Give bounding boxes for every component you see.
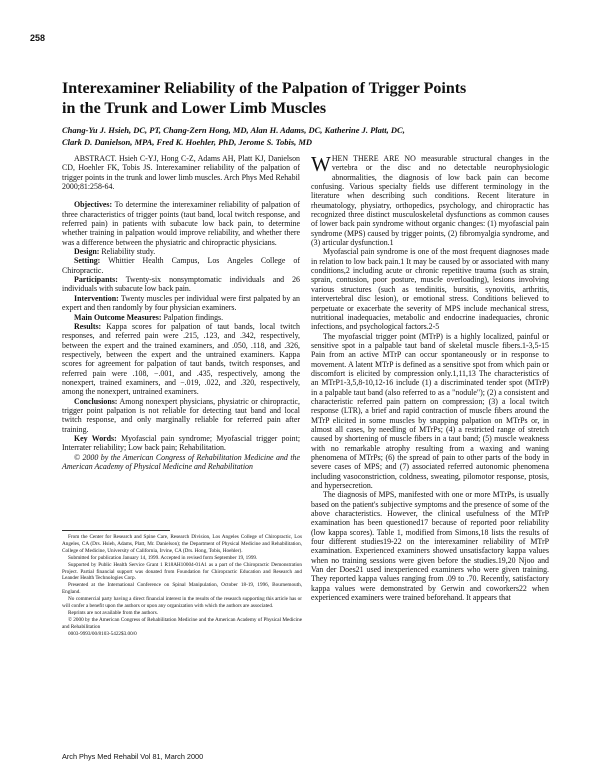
footnotes — [62, 534, 302, 638]
results-text: Kappa scores for palpation of taut bands, local twitch responses, and referred pain were .215, .123, and .342, respectively, between the expert and the trained examiners, and .050, .118, and .326, respectively, between the expert and the untrained examiners. Kappa scores for agreement for palpation of taut bands, twitch responses, and referred pain were .108, −.001, and .435, respectively, among the nonexpert, trained examiners, and −.019, .022, and .320, respectively, among the nonexpert, untrained examiners. — [62, 321, 300, 397]
author-list — [62, 124, 562, 148]
body-column — [311, 154, 549, 603]
authors-line-2: Clark D. Danielson, MPA, Fred K. Hoehler, PhD, Jerome S. Tobis, MD — [62, 137, 313, 147]
setting-paragraph — [62, 256, 300, 275]
objectives-label: Objectives: — [74, 200, 113, 210]
article-title — [62, 79, 562, 119]
title-line-1: Interexaminer Reliability of the Palpation of Trigger Points — [62, 80, 467, 97]
body-paragraph-3: The myofascial trigger point (MTrP) is a highly localized, painful or sensitive spot in a palpable taut band of skeletal muscle fibers.1-3,5-15 Pain from an active MTrP can occur spontaneously or in response to movement. A latent MTrP is defined as a sensitive spot from which pain or discomfort is elicited by compression only.1,11,13 The characteristics of an MTrP1-3,5,8-10,12-16 include (1) a discriminated tender spot (MTrP) in a palpable taut band (also referred to as a "nodule"); (2) a consistent and characteristic referred pain pattern on compression; (3) a local twitch response (LTR), a brief and rapid contraction of muscle fibers around the MTrP elicited in some muscles by snapping palpation on MTrPs or, in almost all cases, by needling of MTrPs; (4) a restricted range of stretch caused by shortening of muscle fibers in a taut band; (5) muscle weakness with no remarkable atrophy resulting from a waxing and waning phenomena of MTrPs; (6) the spread of pain to other parts of the body in severe cases of MPS; and (7) associated referred autonomic phenomena including vasoconstriction, coldness, sweating, pilomotor response, ptosis, and hypersecretion. — [311, 331, 549, 491]
measures-text: Palpation findings. — [161, 312, 224, 322]
setting-label: Setting: — [74, 256, 101, 266]
footnote-conflict: No commercial party having a direct financial interest in the results of the research supporting this article has or will confer a benefit upon the authors or upon any organization with which the authors are associated. — [62, 596, 302, 610]
body-paragraph-2: Myofascial pain syndrome is one of the most frequent diagnoses made in relation to low back pain.1 It may be caused by or associated with many conditions,2 including acute or chronic repetitive trauma (such as strain, sprain, contusion, poor posture, muscle overloading), lesions involving various structures (such as tendinitis, bursitis, synovitis, arthritis, intervertebral disc lesion), or emotional stress. Conditions believed to perpetuate or exacerbate the severity of MPS include mechanical stress, nutritional inadequacies, metabolic and endocrine inadequacies, chronic infections, and psychological factors.2-5 — [311, 247, 549, 332]
keywords-paragraph — [62, 434, 300, 453]
title-line-2: in the Trunk and Lower Limb Muscles — [62, 100, 327, 117]
copyright-notice: © 2000 by the American Congress of Rehabilitation Medicine and the American Academy of Physical Medicine and Rehabilitation — [62, 452, 300, 471]
design-label: Design: — [74, 247, 100, 257]
participants-text: Twenty-six nonsymptomatic individuals and 26 individuals with subacute low back pain. — [62, 275, 300, 294]
objectives-paragraph — [62, 200, 300, 247]
footnote-rule — [62, 530, 170, 531]
footnote-reprints: Reprints are not available from the authors. — [68, 609, 159, 616]
drop-cap: W — [311, 152, 331, 176]
design-text: Reliability study. — [99, 247, 156, 257]
journal-footer: Arch Phys Med Rehabil Vol 81, March 2000 — [62, 752, 204, 761]
intro-small-caps: HEN THERE ARE NO — [331, 154, 416, 163]
measures-label: Main Outcome Measures: — [74, 312, 162, 322]
intervention-text: Twenty muscles per individual were first palpated by an expert and then randomly by four physician examiners. — [62, 293, 300, 313]
participants-paragraph — [62, 275, 300, 294]
abstract-column — [62, 154, 300, 471]
results-paragraph — [62, 322, 300, 397]
keywords-label: Key Words: — [74, 433, 117, 443]
abstract-citation: ABSTRACT. Hsieh C-YJ, Hong C-Z, Adams AH, Platt KJ, Danielson CD, Hoehler FK, Tobis JS. Interexaminer reliability of the palpation of trigger points in the trunk and lower limb muscles. Arch Phys Med Rehabil 2000;81:258-64. — [62, 154, 300, 192]
footnote-presented: Presented at the International Conference on Spinal Manipulation, October 18-19, 1996, Bournemouth, England. — [62, 582, 302, 596]
conclusions-paragraph — [62, 397, 300, 434]
footnote-code: 0003-9993/00/8103-5422$3.00/0 — [68, 630, 137, 637]
keywords-text: Myofascial pain syndrome; Myofascial trigger point; Interrater reliability; Low back pain; Rehabilitation. — [62, 433, 301, 453]
body-paragraph-1 — [311, 154, 549, 247]
setting-text: Whittier Health Campus, Los Angeles College of Chiropractic. — [62, 256, 300, 275]
authors-line-1: Chang-Yu J. Hsieh, DC, PT, Chang-Zern Hong, MD, Alan H. Adams, DC, Katherine J. Platt, DC, — [62, 125, 405, 135]
body-paragraph-4: The diagnosis of MPS, manifested with one or more MTrPs, is usually based on the patient's subjective symptoms and the presence of some of the above characteristics. However, the clinical usefulness of the MTrP examination has been questioned17 because of reported poor reliability (low kappa scores). Table 1, modified from Simons,18 lists the results of four different studies19-22 on the interexaminer reliability of MTrP examination. Experienced examiners showed unsatisfactory kappa values when no training sessions were given before the studies.19,20 Njoo and Van der Does21 used inexperienced examiners who were given training. They reported kappa values ranging from .09 to .70. Recently, satisfactory kappa values were demonstrated by Gerwin and coworkers22 when experienced examiners were trained beforehand. It appears that — [311, 490, 549, 603]
page-number: 258 — [30, 33, 46, 43]
intervention-paragraph — [62, 294, 300, 313]
footnote-affiliations: From the Center for Research and Spine Care, Research Division, Los Angeles College of Chiropractic, Los Angeles, CA (Drs. Hsieh, Adams, Platt, Mr. Danielson); the Department of Physical Medicine and Rehabilitation, College of Medicine, University of California, Irvine, CA (Drs. Hong, Tobis, Hoehler). — [62, 534, 302, 554]
footnote-copyright: © 2000 by the American Congress of Rehabilitation Medicine and the American Academy of Physical Medicine and Rehabilitation — [62, 616, 302, 630]
objectives-text: To determine the interexaminer reliability of palpation of three characteristics of trigger points (taut band, local twitch response, and referred pain) in patients with subacute low back pain, to determine whether training in palpation would improve reliability, and whether there was a difference between the physiatric and chiropractic physicians. — [62, 200, 300, 247]
design-paragraph — [62, 247, 300, 256]
footnote-submission: Submitted for publication January 14, 1999. Accepted in revised form September 19, 1999. — [68, 554, 258, 561]
body-paragraph-1-text: measurable structural changes in the vertebra or the disc and no detectable neurophysiologic abnormalities, the diagnosis of low back pain can become confusing. Various specialty fields use different terminology in the literature when describing such conditions. Recent literature in rheumatology, physiatry, orthopedics, psychology, and chiropractic has recognized three distinct musculoskeletal dysfunctions as common causes of lower back pain syndrome without organic changes: (1) myofascial pain syndrome (MPS) caused by trigger points, (2) fibromyalgia syndrome, and (3) articular dysfunction.1 — [311, 154, 550, 248]
intervention-label: Intervention: — [74, 293, 119, 303]
conclusions-label: Conclusions: — [74, 396, 118, 406]
results-label: Results: — [74, 321, 102, 331]
footnote-support: Supported by Public Health Service Grant 1 R18AH10004-01A1 as a part of the Chiropractic Demonstration Project. Partial financial support was donated from Foundation for Chiropractic Education and Research and Leander Health Technologies Corp. — [62, 561, 302, 582]
measures-paragraph — [62, 313, 300, 322]
conclusions-text: Among nonexpert physicians, physiatric or chiropractic, trigger point palpation is not reliable for detecting taut band and local twitch response, and only marginally reliable for referred pain after training. — [62, 396, 300, 434]
participants-label: Participants: — [74, 275, 118, 285]
